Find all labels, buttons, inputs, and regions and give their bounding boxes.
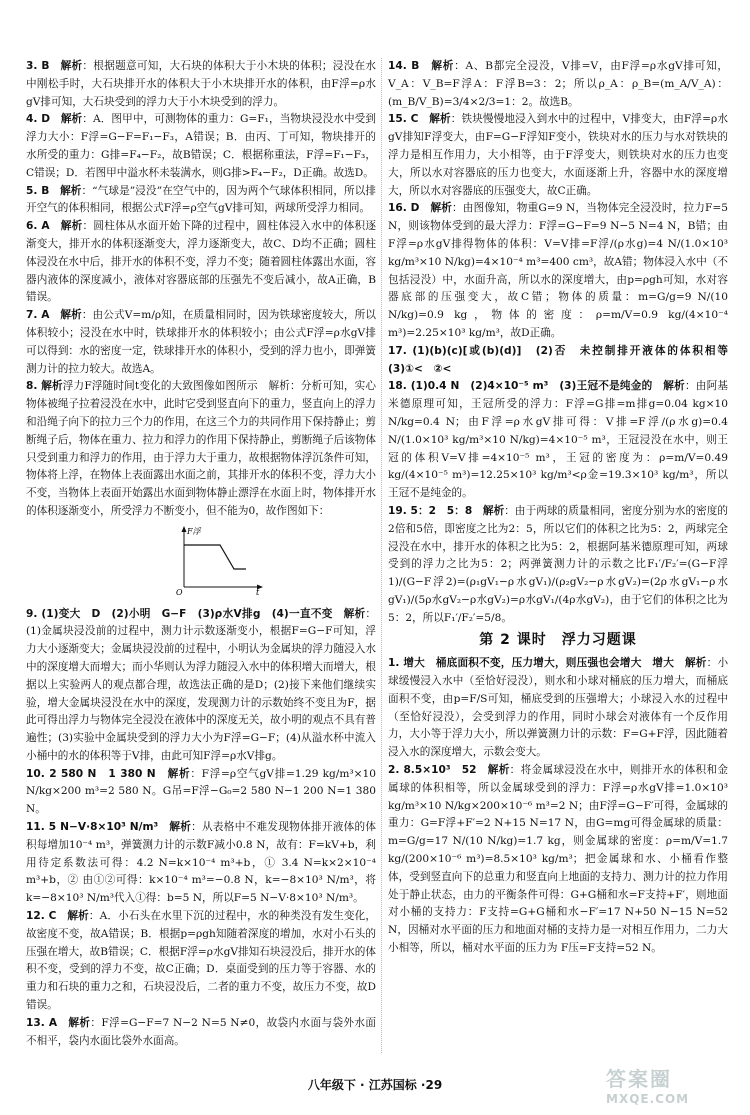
analysis-tag: 解析 — [60, 309, 82, 322]
item-explanation: ：(1)金属块浸没前的过程中，测力计示数逐渐变小，根据F=G−F可知，浮力大小逐渐变大；金属块浸没前的过程中，小明认为金属块的浮力随浸入水中的深度增大而增大；而小华则认为浮力随浸入水中的体积增大而增大，根据以上实验两人的观点都合理，故选法正确的是D；(2)接下来他们继续实验，增大金属块浸没在水中的深度，发现测力计的示数始终不变且为F，据此可得出浮力与物体完全浸没在液体中的深度无关，故小明的观点不具有普遍性；(3)实验中金属块受到的浮力大小为F浮=G−F；(4)从溢水杯中流入小桶中的水的体积等于V排，由此可知F浮=ρ水V排g。 — [26, 607, 376, 762]
item-explanation: ：“气球是”浸没”在空气中的，因为两个气球体积相同，所以排开空气的体积相同，根据公式F浮=ρ空气gV排可知，两球所受浮力相同。 — [26, 184, 377, 215]
buoyancy-curve — [184, 545, 246, 569]
item-answer: 8.5×10³ 52 — [403, 764, 477, 777]
answer-item — [26, 183, 376, 219]
item-explanation: ：A．小石头在水里下沉的过程中，水的种类没有发生变化，故密度不变，故A错误；B．根据p=ρgh知随着深度的增加，水对小石头的压强在增大，故B错误；C．根据F浮=ρ水gV排知石块浸没后，排开水的体积不变，受到的浮力不变，故C正确；D．桌面受到的压力等于容器、水的重力和石块的重力之和，石块浸没后，二者的重力不变，故压力不变，故D错误。 — [26, 910, 377, 1012]
analysis-tag: 解析 — [167, 767, 191, 780]
analysis-tag: 解析 — [663, 380, 685, 393]
x-axis-label: t — [256, 587, 260, 597]
right-items — [388, 58, 739, 628]
answer-item — [26, 1015, 376, 1051]
analysis-tag: 解析 — [431, 60, 455, 72]
item-answer: D — [41, 113, 50, 126]
page-footer: 八年级下 · 江苏国标 ·29 — [307, 1078, 443, 1092]
answer-item — [26, 58, 376, 111]
analysis-tag: 解析 — [60, 220, 83, 233]
answer-item — [388, 378, 728, 503]
analysis-tag: 解析 — [60, 184, 82, 197]
item-number: 6. — [26, 220, 42, 233]
item-number: 9. — [26, 607, 42, 620]
analysis-tag: 解析 — [41, 380, 63, 393]
origin-label: O — [176, 587, 183, 597]
item-explanation: ：F浮=ρ空气gV排=1.29 kg/m³×10 N/kg×200 m³=2 580 N。G吊=F浮−G₀=2 580 N−1 200 N=1 380 N。 — [26, 767, 376, 816]
section-title: 第 2 课时 浮力习题课 — [479, 631, 637, 648]
item-answer: B — [41, 184, 50, 197]
item-answer: A — [41, 220, 50, 233]
item-explanation: ：由图像知，物重G=9 N，当物体完全浸没时，拉力F=5 N，则该物体受到的最大浮力：F浮=G−F=9 N−5 N=4 N，B错；由F浮=ρ水gV排得物体的体积：V=V排=F浮/(ρ水g)=4 N/(1.0×10³ kg/m³×10 N/kg)=4×10⁻⁴ m³=400 cm³，故A错；物体浸入水中（不包括浸没）中，水面升高，所以水的深度增大，由p=ρgh可知，水对容器底部的压强变大，故C错；物体的质量：m=G/g=9 N/(10 N/kg)=0.9 kg，物体的密度：ρ=m/V=0.9 kg/(4×10⁻⁴ m³)=2.25×10³ kg/m³，故D正确。 — [388, 202, 728, 339]
item-answer: 增大 桶底面积不变，压力增大，则压强也会增大 增大 — [403, 657, 675, 670]
answer-item — [388, 655, 728, 762]
analysis-tag: 解析 — [60, 60, 83, 72]
item-explanation: ：由于两球的质量相同，密度分别为水的密度的2倍和5倍，即密度之比为2：5，所以它们的体积之比为5：2，两球完全浸没在水中，排开水的体积之比为5：2，根据阿基米德原理可知，两球受到的浮力之比为5：2；两弹簧测力计的示数之比F₁′/F₂′=(G−F浮1)/(G−F浮2)=(ρ₁gV₁−ρ水gV₁)/(ρ₂gV₂−ρ水gV₂)=(2ρ水gV₁−ρ水gV₁)/(5ρ水gV₂−ρ水gV₂)=ρ水gV₁/(4ρ水gV₂)，由于它们的体积之比为5：2，所以F₁′/F₂′=5/8。 — [388, 504, 729, 624]
item-explanation: ：由阿基米德原理可知，王冠所受的浮力：F浮=G排=m排g=0.04 kg×10 N/kg=0.4 N；由F浮=ρ水gV排可得：V排=F浮/(ρ水g)=0.4 N/(1.0×10³ kg/m³×10 N/kg)=4×10⁻⁵ m³，王冠浸没在水中，则王冠的体积V=V排=4×10⁻⁵ m³，王冠的密度为：ρ=m/V=0.49 kg/(4×10⁻⁵ m³)=12.25×10³ kg/m³<ρ金=19.3×10³ kg/m³，所以王冠不是纯金的。 — [388, 380, 729, 500]
item-answer: (1)0.4 N (2)4×10⁻⁵ m³ (3)王冠不是纯金的 — [410, 380, 653, 393]
analysis-tag: 解析 — [430, 202, 453, 215]
item-explanation: ：小球缓慢浸入水中（至恰好浸没），则水和小球对桶底的压力增大，而桶底面积不变，由p=F/S可知，桶底受到的压强增大；小球浸入水的过程中（至恰好浸没），会受到浮力的作用，同时小球会对液体有一个反作用力，大小等于浮力大小，所以弹簧测力计的示数：F=G+F浮，因此随着浸入水的深度增大，示数会变大。 — [388, 657, 729, 759]
answer-item — [26, 218, 376, 307]
y-axis-arrow — [182, 526, 187, 532]
y-axis-label: F浮 — [187, 526, 201, 536]
answer-item — [26, 819, 376, 908]
item-number: 8. — [26, 380, 42, 393]
item-answer: B — [411, 60, 420, 72]
item-number: 4. — [26, 113, 42, 126]
item-number: 3. — [26, 60, 42, 72]
item-answer: 2 580 N 1 380 N — [49, 767, 156, 780]
item-number: 12. — [26, 910, 49, 923]
item-number: 10. — [26, 767, 50, 780]
item-answer: (1)变大 D (2)小明 G−F (3)ρ水V排g (4)一直不变 — [41, 607, 333, 620]
item-number: 16. — [388, 202, 411, 215]
analysis-tag: 解析 — [343, 607, 366, 620]
item-number: 5. — [26, 184, 42, 197]
analysis-tag: 解析 — [684, 657, 707, 670]
watermark-sub: MXQE.COM — [606, 1092, 690, 1106]
answer-item — [388, 58, 728, 111]
analysis-tag: 解析 — [487, 764, 510, 777]
item-explanation: ：由公式V=m/ρ知，在质量相同时，因为铁球密度较大，所以体积较小；浸没在水中时，铁球排开水的体积较小；由公式F浮=ρ水gV排可以得到：水的密度一定，铁球排开水的体积小，受到的浮力也小，即弹簧测力计的拉力较大。故选A。 — [26, 309, 376, 375]
item-explanation: ：A．图甲中，可测物体的重力：G=F₁，当物块浸没水中受到浮力大小：F浮=G−F=F₁−F₃，A错误；B．由丙、丁可知，物块排开的水所受的重力：G排=F₄−F₂，故B错误；C．根据称重法，F浮=F₁−F₃，C错误；D．若图甲中溢水杯未装满水，则G排>F₄−F₂，D正确。故选D。 — [26, 113, 376, 179]
item-number: 17. — [388, 344, 413, 357]
answer-item — [26, 378, 376, 520]
analysis-tag: 解析 — [68, 1016, 91, 1029]
analysis-tag: 解析 — [60, 113, 83, 126]
watermark-text: 答案圈 — [606, 1067, 672, 1091]
answer-item — [388, 111, 728, 200]
answer-item — [26, 766, 376, 819]
item-explanation: 浮力F浮随时间t变化的大致图像如图所示 解析：分析可知，实心物体被绳子拉着浸没在水中，此时它受到竖直向下的重力，竖直向上的浮力和沿绳子向下的拉力三个力的作用，在这三个力的共同作用下保持静止；剪断绳子后，物体在重力、拉力和浮力的作用下保持静止，剪断绳子后该物体只受到重力和浮力的作用，由于浮力大于重力，故根据物体浮沉条件可知，物体将上浮，在物体上表面露出水面之前，其排开水的体积不变，浮力大小不变，当物体上表面开始露出水面到物体静止漂浮在水面上时，物体排开水的体积逐渐变小，所受浮力不断变小，但不能为0，故作图如下： — [26, 380, 376, 517]
item-answer: C — [410, 113, 419, 126]
item-explanation: ：A、B都完全浸没，V排=V，由F浮=ρ水gV排可知，V_A：V_B=F浮A：F浮B=3：2；所以ρ_A：ρ_B=(m_A/V_A)：(m_B/V_B)=3/4×2/3=1：2。故选B。 — [388, 60, 729, 108]
item-answer: A — [41, 309, 50, 322]
analysis-tag: 解析 — [429, 113, 451, 126]
answer-item — [26, 908, 376, 1015]
answer-item — [26, 606, 376, 766]
answer-item — [388, 762, 728, 958]
item-answer: (1)(b)(c)[或(b)(d)] (2)否 未控制排开液体的体积相等 (3)①< ②< — [388, 344, 739, 375]
item-number: 15. — [388, 113, 411, 126]
item-answer: C — [48, 910, 57, 923]
item-number: 7. — [26, 309, 42, 322]
item-number: 19. — [388, 504, 411, 517]
item-explanation: ：铁块慢慢地浸入到水中的过程中，V排变大，由F浮=ρ水gV排知F浮变大，由F=G−F浮知F变小，铁块对水的压力与水对铁块的浮力是相互作用力，大小相等，由于F浮变大，则铁块对水的压力也变大，所以水对容器底的压力也变大，水面逐渐上升，容器中水的深度增大，所以水对容器底的压强变大，故C正确。 — [388, 113, 728, 197]
item-number: 1. — [388, 657, 404, 670]
item-answer: 5：2 5：8 — [410, 504, 473, 517]
item-answer: D — [410, 202, 420, 215]
analysis-tag: 解析 — [67, 910, 89, 923]
answer-item — [26, 307, 376, 378]
item-explanation: ：圆柱体从水面开始下降的过程中，圆柱体浸入水中的体积逐渐变大，排开水的体积逐渐变大，浮力逐渐变大，故C、D均不正确；圆柱体浸没在水中后，排开水的体积不变，浮力不变；随着圆柱体露出水面，容器内液体的深度减小，液体对容器底部的压强先不变后减小，故A正确，B错误。 — [26, 220, 377, 304]
item-answer: 5 N−V·8×10³ N/m³ — [48, 821, 159, 834]
item-explanation: ：根据题意可知，大石块的体积大于小木块的体积；浸没在水中刚松手时，大石块排开水的体积大于小木块排开水的体积，由F浮=ρ水gV排可知，大石块受到的浮力大于小木块受到的浮力。 — [26, 60, 377, 108]
watermark-logo — [606, 1063, 736, 1111]
item-number: 18. — [388, 380, 411, 393]
right-column — [388, 58, 739, 1053]
item-answer: B — [41, 60, 50, 72]
item-number: 11. — [26, 821, 49, 834]
section-items — [388, 655, 728, 958]
answer-item — [388, 343, 739, 379]
item-number: 14. — [388, 60, 412, 72]
answer-item — [388, 200, 728, 342]
item-answer: A — [48, 1016, 58, 1029]
item-explanation: ：从表格中不难发现物体排开液体的体积每增加10⁻⁴ m³，弹簧测力计的示数F减小0.8 N，故有：F=kV+b，利用待定系数法可得：4.2 N=k×10⁻⁴ m³+b，① 3.4 N=k×2×10⁻⁴ m³+b，② 由①②可得：k×10⁻⁴ m³=−0.8 N，k=−8×10³ N/m³，将k=−8×10³ N/m³代入①得：b=5 N，所以F=5 N−V·8×10³ N/m³。 — [26, 821, 377, 905]
item-explanation: ：F浮=G−F=7 N−2 N=5 N≠0，故袋内水面与袋外水面不相平，袋内水面比袋外水面高。 — [26, 1016, 376, 1047]
answer-item — [26, 111, 376, 182]
item-number: 13. — [26, 1016, 49, 1029]
analysis-tag: 解析 — [169, 821, 192, 834]
answer-item — [388, 503, 728, 628]
buoyancy-time-graph — [166, 523, 266, 595]
left-column — [26, 58, 376, 1053]
analysis-tag: 解析 — [482, 504, 505, 517]
item-explanation: ：将金属球浸没在水中，则排开水的体积和金属球的体积相等，所以金属球受到的浮力：F浮=ρ水gV排=1.0×10³ kg/m³×10 N/kg×200×10⁻⁶ m³=2 N；由F浮=G−F′可得，金属球的重力：G=F浮+F′=2 N+15 N=17 N，由G=mg可得金属球的质量：m=G/g=17 N/(10 N/kg)=1.7 kg，则金属球的密度：ρ=m/V=1.7 kg/(200×10⁻⁶ m³)=8.5×10³ kg/m³；把金属球和水、小桶看作整体，受到竖直向下的总重力和竖直向上地面的支持力、测力计的拉力作用处于静止状态，由力的平衡条件可得：G+G桶和水=F支持+F′，则地面对小桶的支持力：F支持=G+G桶和水−F′=17 N+50 N−15 N=52 N，因桶对水平面的压力和地面对桶的支持力是一对相互作用力，二力大小相等，所以，桶对水平面的压力为 F压=F支持=52 N。 — [388, 764, 728, 955]
item-number: 2. — [388, 764, 404, 777]
column-divider — [381, 58, 382, 1053]
